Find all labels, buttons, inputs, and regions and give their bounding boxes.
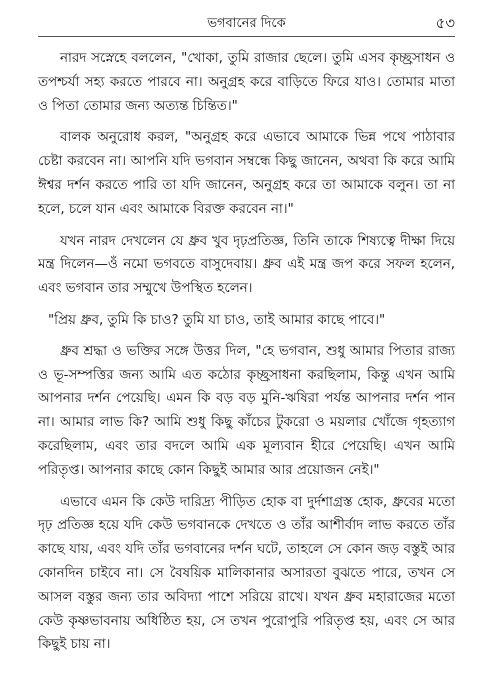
running-header xyxy=(38,10,455,37)
paragraph-lord-offer: "প্রিয় ধ্রুব, তুমি কি চাও? তুমি যা চাও, তাই আমার কাছে পাবে।" xyxy=(48,312,386,328)
running-title: ভগবানের দিকে xyxy=(207,16,286,31)
paragraph-dhruva-reply: ধ্রুব শ্রদ্ধা ও ভক্তির সঙ্গে উত্তর দিল, "হে ভগবান, শুধু আমার পিতার রাজ্য ও ভূ-সম্পত্তির জন্য আমি এত কঠোর কৃচ্ছ্রসাধনা করছিলাম, কিন্তু এখন আমি আপনার দর্শন পেয়েছি। এমন কি বড় বড় মুনি-ঋষিরা পর্যন্ত আপনার দর্শন পান না। আমার লাভ কি? আমি শুধু কিছু কাঁচের টুকরো ও ময়লার খোঁজে গৃহত্যাগ করেছিলাম, এবং তার বদলে আমি এক মূল্যবান হীরে পেয়েছি। এখন আমি পরিতৃপ্ত। আপনার কাছে কোন কিছুই আমার আর প্রয়োজন নেই।" xyxy=(38,343,455,478)
paragraph-narada-advice: নারদ সস্নেহে বললেন, "খোকা, তুমি রাজার ছেলে। তুমি এসব কৃচ্ছ্রসাধন ও তপশ্চর্যা সহ্য করতে পারবে না। অনুগ্রহ করে বাড়িতে ফিরে যাও। তোমার মাতা ও পিতা তোমার জন্য অত্যন্ত চিন্তিত।" xyxy=(38,51,455,114)
paragraph-initiation: যখন নারদ দেখলেন যে ধ্রুব খুব দৃঢ়প্রতিজ্ঞ, তিনি তাকে শিষ্যত্বে দীক্ষা দিয়ে মন্ত্র দিলেন—ওঁ নমো ভগবতে বাসুদেবায়। ধ্রুব এই মন্ত্র জপ করে সফল হলেন, এবং ভগবান তার সম্মুখে উপস্থিত হলেন। xyxy=(38,233,455,297)
paragraph-boy-request: বালক অনুরোধ করল, "অনুগ্রহ করে এভাবে আমাকে ভিন্ন পথে পাঠাবার চেষ্টা করবেন না। আপনি যদি ভগবান সম্বন্ধে কিছু জানেন, অথবা কি করে আমি ঈশ্বর দর্শন করতে পারি তা যদি জানেন, অনুগ্রহ করে তা আমাকে বলুন। তা না হলে, চলে যান এবং আমাকে বিরক্ত করবেন না।" xyxy=(38,130,455,217)
paragraph-conclusion: এভাবে এমন কি কেউ দারিদ্র্য পীড়িত হোক বা দুর্দশাগ্রস্ত হোক, ধ্রুবের মতো দৃঢ় প্রতিজ্ঞ হয়ে যদি কেউ ভগবানকে দেখতে ও তাঁর আশীর্বাদ লাভ করতে তাঁর কাছে যায়, এবং যদি তাঁর ভগবানের দর্শন ঘটে, তাহলে সে কোন জড় বস্তুই আর কোনদিন চাইবে না। সে বৈষয়িক মালিকানার অসারতা বুঝতে পারে, তখন সে আসল বস্তুর জন্য তার অবিদ্যা পাশে সরিয়ে রাখে। যখন ধ্রুব মহারাজের মতো কেউ কৃষ্ণভাবনায় অধিষ্ঠিত হয়, সে তখন পুরোপুরি পরিতৃপ্ত হয়, এবং সে আর কিছুই চায় না। xyxy=(38,494,455,653)
page-number: ৫৩ xyxy=(435,14,455,32)
